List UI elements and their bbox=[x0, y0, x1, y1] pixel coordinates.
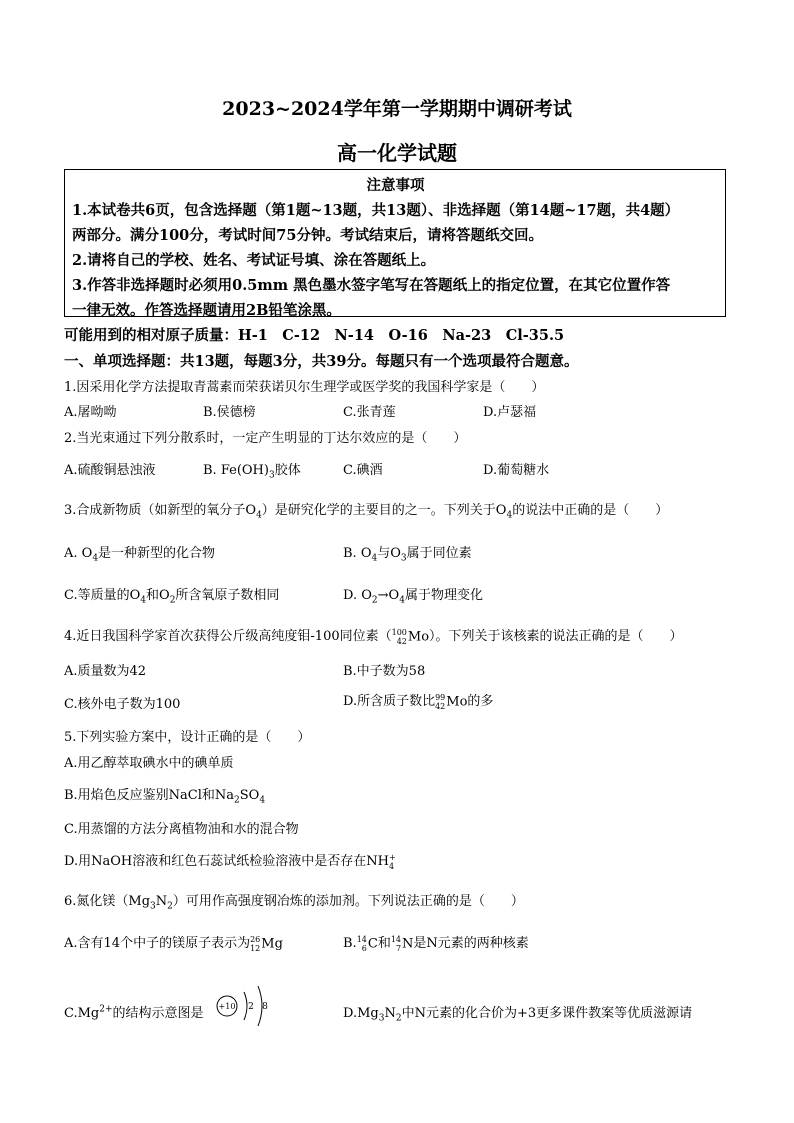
q3-option-d: D. $O_2\to O_4$属于物理变化 bbox=[343, 588, 483, 606]
electron-shell-1 bbox=[244, 992, 247, 1020]
q4-option-b: B.中子数为58 bbox=[343, 664, 426, 679]
atomic-masses: 可能用到的相对原子质量：H-1 C-12 N-14 O-16 Na-23 Cl-35.5 bbox=[64, 327, 565, 344]
c-14-isotope: 14 6 C bbox=[356, 934, 378, 953]
notice-line-5: 一律无效。作答选择题请用2B铅笔涂黑。 bbox=[72, 302, 341, 319]
shell-2-electrons: 8 bbox=[262, 1002, 268, 1012]
notice-box bbox=[64, 169, 726, 317]
notice-line-4: 3.作答非选择题时必须用0.5mm 黑色墨水签字笔写在答题纸上的指定位置，在其它位置作答 bbox=[72, 277, 671, 294]
q6-option-d: $D.Mg_3N_2$中N元素的化合价为+3更多课件教案等优质滋源请 bbox=[343, 1006, 693, 1024]
question-2-stem: 2.当光束通过下列分散系时，一定产生明显的丁达尔效应的是（ ） bbox=[64, 431, 467, 446]
q2-option-d: D.葡萄糖水 bbox=[483, 463, 550, 478]
question-5-stem: 5.下列实验方案中，设计正确的是（ ） bbox=[64, 730, 311, 745]
exam-subtitle: 高一化学试题 bbox=[337, 141, 457, 165]
q5-option-c: C.用蒸馏的方法分离植物油和水的混合物 bbox=[64, 822, 299, 837]
question-1-stem: 1.因采用化学方法提取青蒿素而荣获诺贝尔生理学或医学奖的我国科学家是（ ） bbox=[64, 380, 545, 395]
notice-heading: 注意事项 bbox=[366, 177, 425, 194]
n-14-isotope: 14 7 N bbox=[390, 934, 414, 953]
q5-option-a: A.用乙醇萃取碘水中的碘单质 bbox=[64, 756, 234, 771]
q2-option-b: B. $Fe(OH)_3$胶体 bbox=[203, 463, 301, 481]
q1-option-a: A.屠呦呦 bbox=[64, 405, 117, 420]
q3-option-b: B. $O_4$与$O_3$属于同位素 bbox=[343, 546, 472, 564]
mg-26-isotope: 26 12 Mg bbox=[250, 934, 283, 953]
nucleus-charge: +10 bbox=[218, 1002, 236, 1011]
q5-option-d: D.用NaOH溶液和红色石蕊试纸检验溶液中是否存在NH + 4 bbox=[64, 852, 396, 871]
q1-option-c: C.张青莲 bbox=[343, 405, 396, 420]
notice-line-3: 2.请将自己的学校、姓名、考试证号填、涂在答题纸上。 bbox=[72, 252, 436, 269]
q5-option-b: B.用焰色反应鉴别NaCl和$Na_2SO_4$ bbox=[64, 788, 266, 806]
question-4-stem: 4.近日我国科学家首次获得公斤级高纯度钼-100同位素（ 100 42 Mo）。下列关于该核素的说法正确的是（ ） bbox=[64, 627, 683, 646]
question-6-stem: 6.氮化镁$(Mg_3N_2)$可用作高强度钢冶炼的添加剂。下列说法正确的是（ ） bbox=[64, 894, 524, 912]
q4-option-c: C.核外电子数为100 bbox=[64, 697, 181, 712]
q6-option-c: $C.Mg^{2+}$的结构示意图是 bbox=[64, 1004, 204, 1021]
atomic-structure-diagram bbox=[215, 984, 275, 1034]
q2-option-c: C.碘酒 bbox=[343, 463, 383, 478]
exam-title: 2023~2024学年第一学期期中调研考试 bbox=[222, 98, 572, 120]
q6-option-a: A.含有14个中子的镁原子表示为 26 12 Mg bbox=[64, 934, 283, 953]
q4-option-a: A.质量数为42 bbox=[64, 664, 147, 679]
q6-option-b: B. 14 6 C和 14 7 N是N元素的两种核素 bbox=[343, 934, 529, 953]
q3-option-c: C.等质量的$O_4$和$O_2$所含氧原子数相同 bbox=[64, 588, 280, 606]
question-3-stem: 3.合成新物质（如新型的氧分子$O_4$）是研究化学的主要目的之一。下列关于$O_4$的说法中正确的是（ ） bbox=[64, 503, 669, 521]
notice-line-1: 1.本试卷共6页，包含选择题（第1题~13题，共13题）、非选择题（第14题~17题，共4题） bbox=[72, 202, 680, 219]
q1-option-b: B.侯德榜 bbox=[203, 405, 256, 420]
shell-1-electrons: 2 bbox=[248, 1002, 254, 1012]
q4-option-d: D.所含质子数比 99 42 Mo的多 bbox=[343, 692, 494, 711]
mo-99-isotope: 99 42 Mo bbox=[435, 692, 468, 711]
q3-option-a: A. $O_4$是一种新型的化合物 bbox=[64, 546, 216, 564]
mo-100-isotope: 100 42 Mo bbox=[391, 627, 430, 646]
section-heading: 一、单项选择题：共13题，每题3分，共39分。每题只有一个选项最符合题意。 bbox=[64, 353, 579, 370]
q2-option-a: A.硫酸铜悬浊液 bbox=[64, 463, 156, 478]
notice-line-2: 两部分。满分100分，考试时间75分钟。考试结束后，请将答题纸交回。 bbox=[72, 227, 543, 244]
q1-option-d: D.卢瑟福 bbox=[483, 405, 537, 420]
